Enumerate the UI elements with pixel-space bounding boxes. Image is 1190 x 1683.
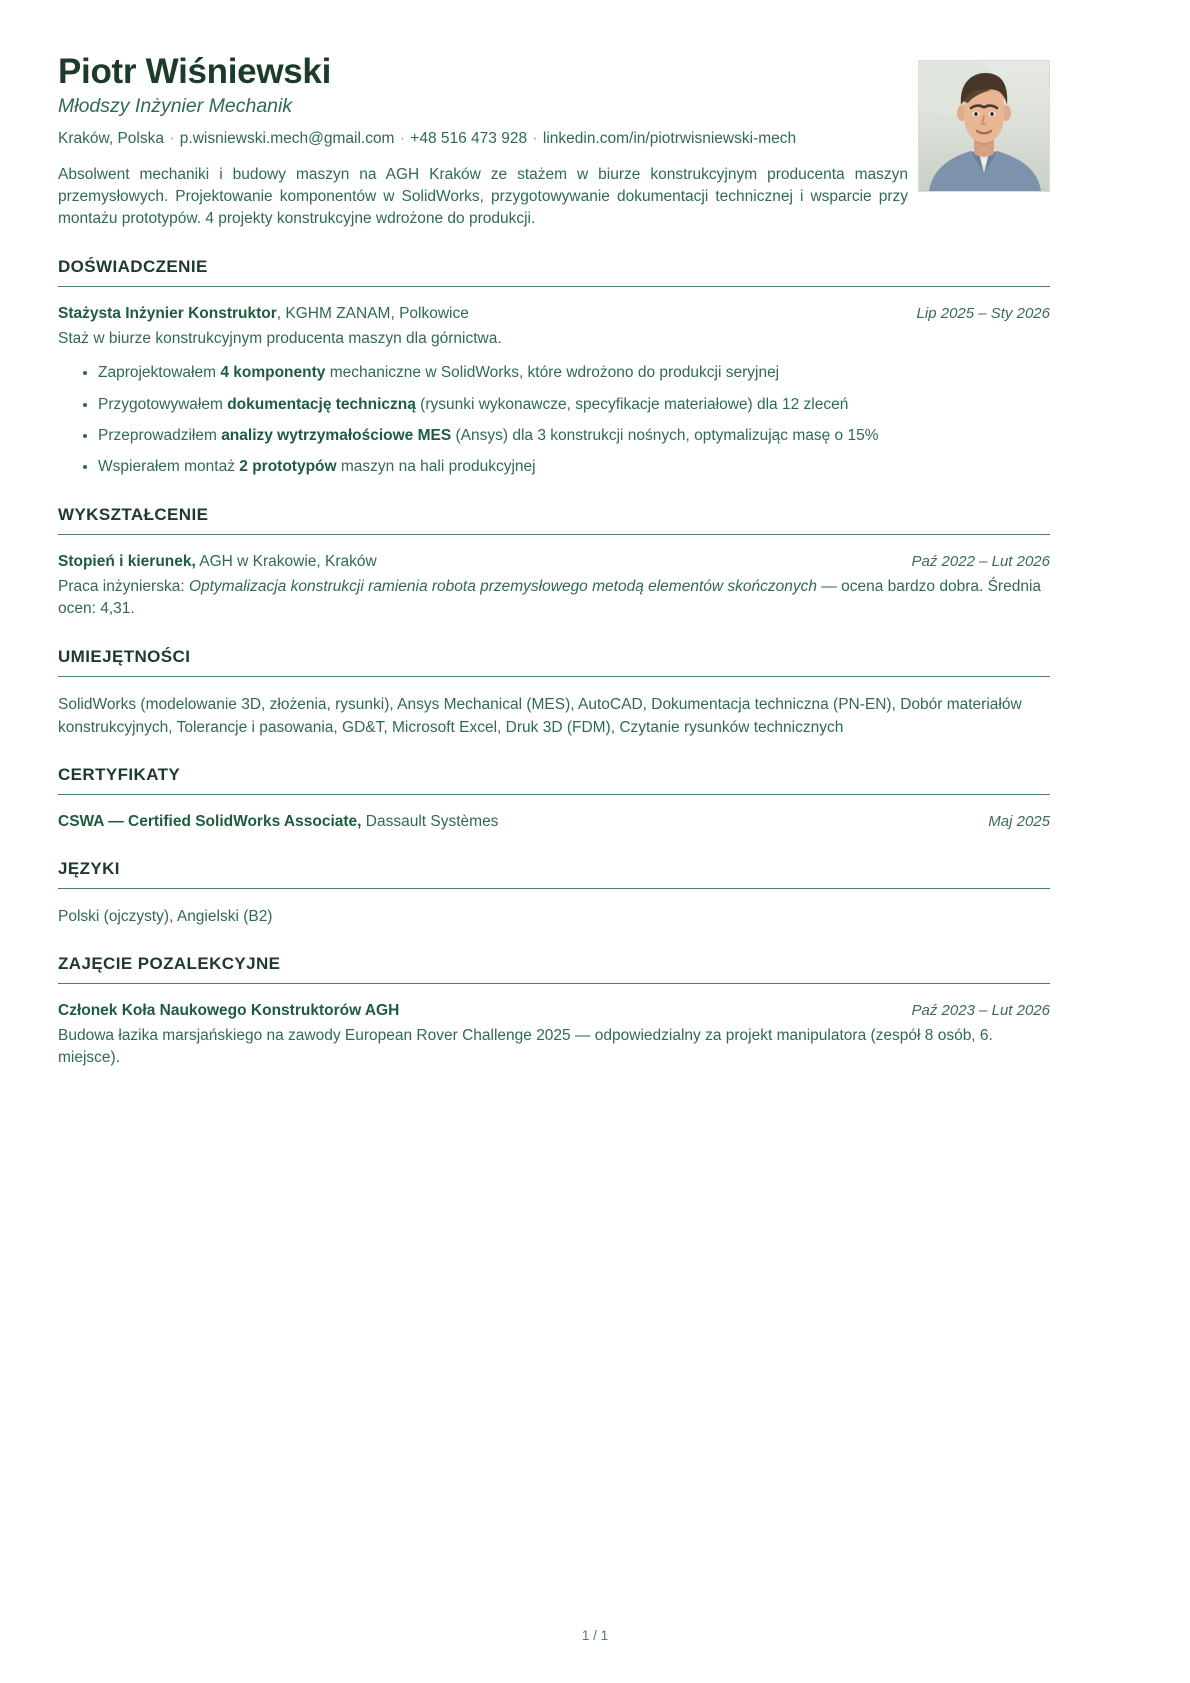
section-divider-education (58, 534, 1050, 535)
section-title-extracurricular: ZAJĘCIE POZALEKCYJNE (58, 954, 281, 973)
section-title-certificates: CERTYFIKATY (58, 765, 181, 785)
section-title-education: WYKSZTAŁCENIE (58, 504, 209, 524)
section-title-skills: UMIEJĘTNOŚCI (58, 646, 191, 666)
experience-date: Lip 2025 – Sty 2026 (916, 304, 1050, 322)
thesis-title: Optymalizacja konstrukcji ramienia robota przemysłowego metodą elementów skończonych (188, 577, 817, 595)
section-divider-skills (58, 676, 1050, 677)
extracurricular-entry (58, 1000, 1050, 1070)
avatar (918, 60, 1050, 192)
extracurricular-title-line (58, 1000, 399, 1022)
certificate-entry (58, 811, 1050, 833)
education-entry-head (58, 551, 1050, 573)
education-school: AGH w Krakowie, Kraków (195, 552, 377, 570)
bullet-pre: Zaprojektowałem (98, 364, 221, 382)
extracurricular-name: Członek Koła Naukowego Konstruktorów AGH (58, 1002, 400, 1019)
experience-bullet-list (58, 362, 1050, 479)
bullet-post: (rysunki wykonawcze, specyfikacje materiałowe) dla 12 zleceń (415, 395, 849, 413)
extracurricular-entry-head (58, 1000, 1050, 1022)
page-indicator: 1 / 1 (581, 1628, 609, 1643)
languages-text: Polski (ojczysty), Angielski (B2) (58, 907, 273, 925)
bullet-pre: Wspierałem montaż (98, 458, 240, 476)
section-divider-extracurricular (58, 983, 1050, 984)
profile-summary: Absolwent mechaniki i budowy maszyn na AGH Kraków ze stażem w biurze konstrukcyjnym producenta maszyn przemysłowych. Projektowanie komponentów w SolidWorks, przygotowywanie dokumentacji technicznej i wsparcie przy montażu prototypów. 4 projekty konstrukcyjne wdrożone do produkcji. (58, 165, 908, 228)
bullet-strong: analizy wytrzymałościowe MES (221, 427, 452, 444)
section-education (58, 505, 1050, 621)
experience-title-line (58, 303, 469, 325)
contact-linkedin[interactable]: linkedin.com/in/piotrwisniewski-mech (542, 129, 797, 147)
bullet-strong: 2 prototypów (239, 458, 337, 476)
experience-description: Staż w biurze konstrukcyjnym producenta maszyn dla górnictwa. (58, 329, 502, 347)
certificate-issuer: Dassault Systèmes (361, 813, 499, 831)
experience-entry (58, 303, 1050, 479)
section-extracurricular (58, 954, 1050, 1070)
section-divider-certificates (58, 794, 1050, 795)
section-divider-languages (58, 888, 1050, 889)
bullet-pre: Przygotowywałem (98, 395, 228, 413)
profile-photo-illustration (919, 61, 1049, 191)
bullet-strong: dokumentację techniczną (227, 395, 416, 413)
bullet-strong: 4 komponenty (220, 364, 326, 382)
bullet-post: mechaniczne w SolidWorks, które wdrożono do produkcji seryjnej (325, 364, 780, 382)
education-thesis (58, 576, 1043, 621)
contact-location: Kraków, Polska (58, 129, 164, 147)
section-skills (58, 647, 1050, 740)
certificate-name: CSWA — Certified SolidWorks Associate, (58, 813, 362, 831)
contact-phone[interactable]: +48 516 473 928 (410, 129, 528, 147)
skills-text: SolidWorks (modelowanie 3D, złożenia, rysunki), Ansys Mechanical (MES), AutoCAD, Dokumentacja techniczna (PN-EN), Dobór materiałów konstrukcyjnych, Tolerancje i pasowania, GD&T, Microsoft Excel, Druk 3D (FDM), Czytanie rysunków technicznych (58, 695, 1022, 736)
section-divider-experience (58, 286, 1050, 287)
section-certificates (58, 765, 1050, 833)
bullet-post: maszyn na hali produkcyjnej (336, 458, 536, 476)
candidate-role: Młodszy Inżynier Mechanik (58, 95, 293, 118)
page-footer (0, 1628, 1190, 1643)
extracurricular-description: Budowa łazika marsjańskiego na zawody European Rover Challenge 2025 — odpowiedzialny za projekt manipulatora (zespół 8 osób, 6. miejsce). (58, 1026, 993, 1067)
experience-company: , KGHM ZANAM, Polkowice (276, 304, 469, 322)
certificate-title-line (58, 811, 498, 833)
experience-bullet (58, 394, 1050, 416)
resume-content (58, 52, 1050, 1072)
experience-entry-head (58, 303, 1050, 325)
experience-bullet (58, 425, 1050, 447)
section-languages (58, 859, 1050, 928)
candidate-name: Piotr Wiśniewski (58, 52, 332, 91)
bullet-pre: Przeprowadziłem (98, 427, 222, 444)
education-date: Paź 2022 – Lut 2026 (911, 552, 1050, 570)
experience-job-title: Stażysta Inżynier Konstruktor (58, 304, 277, 322)
extracurricular-date: Paź 2023 – Lut 2026 (911, 1002, 1050, 1019)
contact-separator-2: · (399, 129, 405, 147)
thesis-suffix: — ocena bardzo dobra. Średnia ocen: 4,31. (58, 577, 1042, 618)
contact-line (58, 129, 938, 150)
experience-bullet (58, 362, 1050, 384)
education-entry (58, 551, 1050, 621)
certificate-entry-head (58, 811, 1050, 833)
contact-separator-3: · (532, 129, 538, 147)
education-degree: Stopień i kierunek, (58, 552, 196, 570)
contact-email[interactable]: p.wisniewski.mech@gmail.com (179, 129, 395, 147)
contact-separator-1: · (169, 129, 175, 147)
education-title-line (58, 551, 377, 573)
bullet-post: (Ansys) dla 3 konstrukcji nośnych, optymalizując masę o 15% (451, 427, 879, 444)
certificate-date: Maj 2025 (988, 813, 1050, 831)
section-title-languages: JĘZYKI (58, 858, 120, 878)
experience-bullet (58, 456, 1050, 478)
section-experience (58, 257, 1050, 479)
resume-header (58, 52, 1050, 231)
section-title-experience: DOŚWIADCZENIE (58, 256, 208, 276)
thesis-prefix: Praca inżynierska: (58, 577, 189, 595)
